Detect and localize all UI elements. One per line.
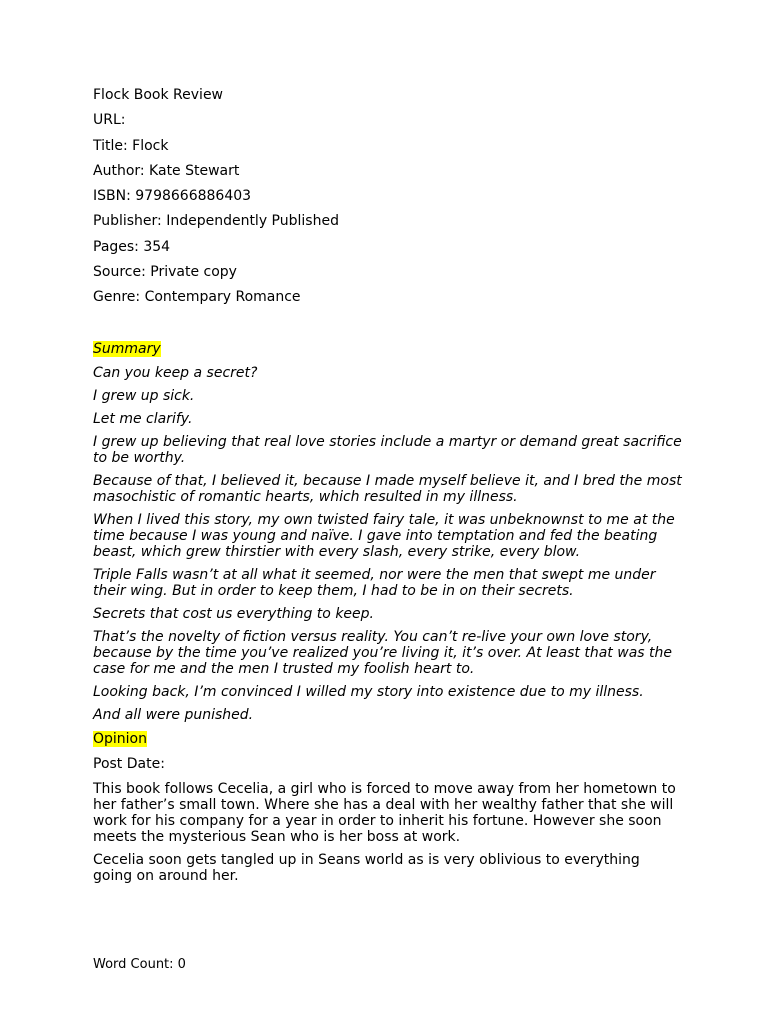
summary-paragraph: Because of that, I believed it, because I made myself believe it, and I bred the most masochistic of romantic hearts, which resulted in my illness.: [93, 472, 682, 505]
summary-paragraph: And all were punished.: [93, 706, 254, 723]
summary-heading-highlight: Summary: [93, 340, 161, 357]
doc-title: Flock Book Review: [93, 87, 224, 103]
summary-paragraph: I grew up sick.: [93, 387, 195, 404]
summary-paragraph: When I lived this story, my own twisted fairy tale, it was unbeknownst to me at the time because I was young and naïve. I gave into temptation and fed the beating beast, which grew thirstier with every slash, every strike, every blow.: [93, 511, 675, 560]
summary-paragraph: That’s the novelty of fiction versus reality. You can’t re-live your own love story, because by the time you’ve realized you’re living it, it’s over. At least that was the case for me and the men I trusted my foolish heart to.: [93, 628, 672, 677]
source-field: Source: Private copy: [93, 264, 237, 281]
summary-paragraph: Can you keep a secret?: [93, 364, 258, 381]
isbn-field: ISBN: 9798666886403: [93, 188, 252, 205]
summary-heading: [93, 340, 683, 358]
word-count: Word Count: 0: [93, 957, 186, 972]
opinion-heading: [93, 730, 683, 748]
author-field: Author: Kate Stewart: [93, 162, 240, 179]
opinion-heading-highlight: Opinion: [93, 730, 147, 747]
summary-paragraph: Triple Falls wasn’t at all what it seemed, nor were the men that swept me under their wing. But in order to keep them, I had to be in on their secrets.: [93, 566, 656, 599]
post-date-field: Post Date:: [93, 756, 165, 773]
spacer: [93, 314, 683, 340]
summary-paragraph: Secrets that cost us everything to keep.: [93, 605, 374, 622]
opinion-paragraph: This book follows Cecelia, a girl who is forced to move away from her hometown to her father’s small town. Where she has a deal with her wealthy father that she will work for his company for a year in order to inherit his fortune. However she soon meets the mysterious Sean who is her boss at work.: [93, 780, 676, 845]
title-field: Title: Flock: [93, 137, 169, 154]
genre-field: Genre: Contempary Romance: [93, 289, 301, 306]
opinion-paragraph: Cecelia soon gets tangled up in Seans world as is very oblivious to everything going on around her.: [93, 851, 640, 884]
summary-paragraph: I grew up believing that real love stories include a martyr or demand great sacrifice to be worthy.: [93, 433, 682, 466]
summary-paragraph: Let me clarify.: [93, 410, 193, 427]
pages-field: Pages: 354: [93, 238, 171, 255]
summary-paragraph: Looking back, I’m convinced I willed my story into existence due to my illness.: [93, 683, 644, 700]
document-body: [93, 86, 683, 891]
publisher-field: Publisher: Independently Published: [93, 213, 339, 230]
url-field: URL:: [93, 112, 126, 129]
